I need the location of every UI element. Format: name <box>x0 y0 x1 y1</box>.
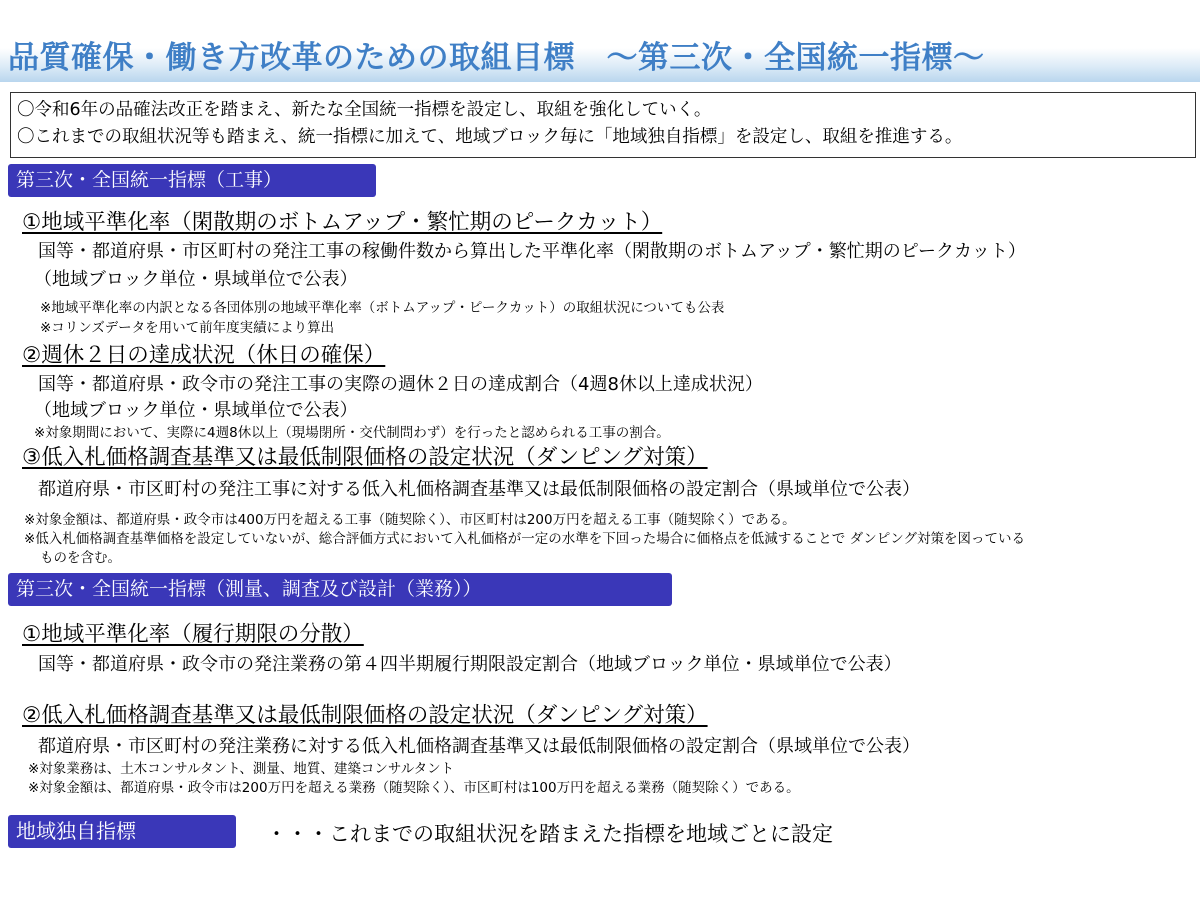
construction-item3-desc1: 都道府県・市区町村の発注工事に対する低入札価格調査基準又は最低制限価格の設定割合（県域単位で公表） <box>38 479 920 500</box>
services-item1-desc1: 国等・都道府県・政令市の発注業務の第４四半期履行期限設定割合（地域ブロック単位・県域単位で公表） <box>38 654 902 675</box>
intro-line-2: 〇これまでの取組状況等も踏まえ、統一指標に加えて、地域ブロック毎に「地域独自指標」を設定し、取組を推進する。 <box>17 127 963 147</box>
construction-item2-heading: ②週休２日の達成状況（休日の確保） <box>22 343 386 368</box>
construction-item1-heading: ①地域平準化率（閑散期のボトムアップ・繁忙期のピークカット） <box>22 210 663 235</box>
construction-item1-desc2: （地域ブロック単位・県域単位で公表） <box>34 269 358 290</box>
services-item2-note2: ※対象金額は、都道府県・政令市は200万円を超える業務（随契除く）、市区町村は100万円を超える業務（随契除く）である。 <box>28 780 800 796</box>
construction-item2-note1: ※対象期間において、実際に4週8休以上（現場閉所・交代制問わず）を行ったと認められる工事の割合。 <box>34 425 670 441</box>
section-label-regional: 地域独自指標 <box>8 815 236 848</box>
services-item2-heading: ②低入札価格調査基準又は最低制限価格の設定状況（ダンピング対策） <box>22 703 708 728</box>
services-item2-note1: ※対象業務は、土木コンサルタント、測量、地質、建築コンサルタント <box>28 761 455 777</box>
construction-item2-desc1: 国等・都道府県・政令市の発注工事の実際の週休２日の達成割合（4週8休以上達成状況） <box>38 374 763 395</box>
services-item1-heading: ①地域平準化率（履行期限の分散） <box>22 622 364 647</box>
construction-item1-desc1: 国等・都道府県・市区町村の発注工事の稼働件数から算出した平準化率（閑散期のボトムアップ・繁忙期のピークカット） <box>38 241 1026 262</box>
construction-item3-heading: ③低入札価格調査基準又は最低制限価格の設定状況（ダンピング対策） <box>22 445 708 470</box>
construction-item1-note2: ※コリンズデータを用いて前年度実績により算出 <box>40 320 335 336</box>
construction-item1-note1: ※地域平準化率の内訳となる各団体別の地域平準化率（ボトムアップ・ピークカット）の取組状況についても公表 <box>40 300 725 316</box>
intro-box <box>10 92 1196 158</box>
regional-description: ・・・これまでの取組状況を踏まえた指標を地域ごとに設定 <box>266 822 833 846</box>
construction-item3-note3: ものを含む。 <box>40 550 121 566</box>
section-label-construction: 第三次・全国統一指標（工事） <box>8 164 376 197</box>
section-label-services: 第三次・全国統一指標（測量、調査及び設計（業務）） <box>8 573 672 606</box>
intro-line-1: 〇令和6年の品確法改正を踏まえ、新たな全国統一指標を設定し、取組を強化していく。 <box>17 100 712 120</box>
title-banner <box>0 30 1200 82</box>
construction-item3-note2: ※低入札価格調査基準価格を設定していないが、総合評価方式において入札価格が一定の水準を下回った場合に価格点を低減することで ダンピング対策を図っている <box>24 531 1025 547</box>
services-item2-desc1: 都道府県・市区町村の発注業務に対する低入札価格調査基準又は最低制限価格の設定割合（県域単位で公表） <box>38 736 920 757</box>
construction-item2-desc2: （地域ブロック単位・県域単位で公表） <box>34 400 358 421</box>
construction-item3-note1: ※対象金額は、都道府県・政令市は400万円を超える工事（随契除く）、市区町村は200万円を超える工事（随契除く）である。 <box>24 512 796 528</box>
page-title: 品質確保・働き方改革のための取組目標 ～第三次・全国統一指標～ <box>8 40 985 76</box>
